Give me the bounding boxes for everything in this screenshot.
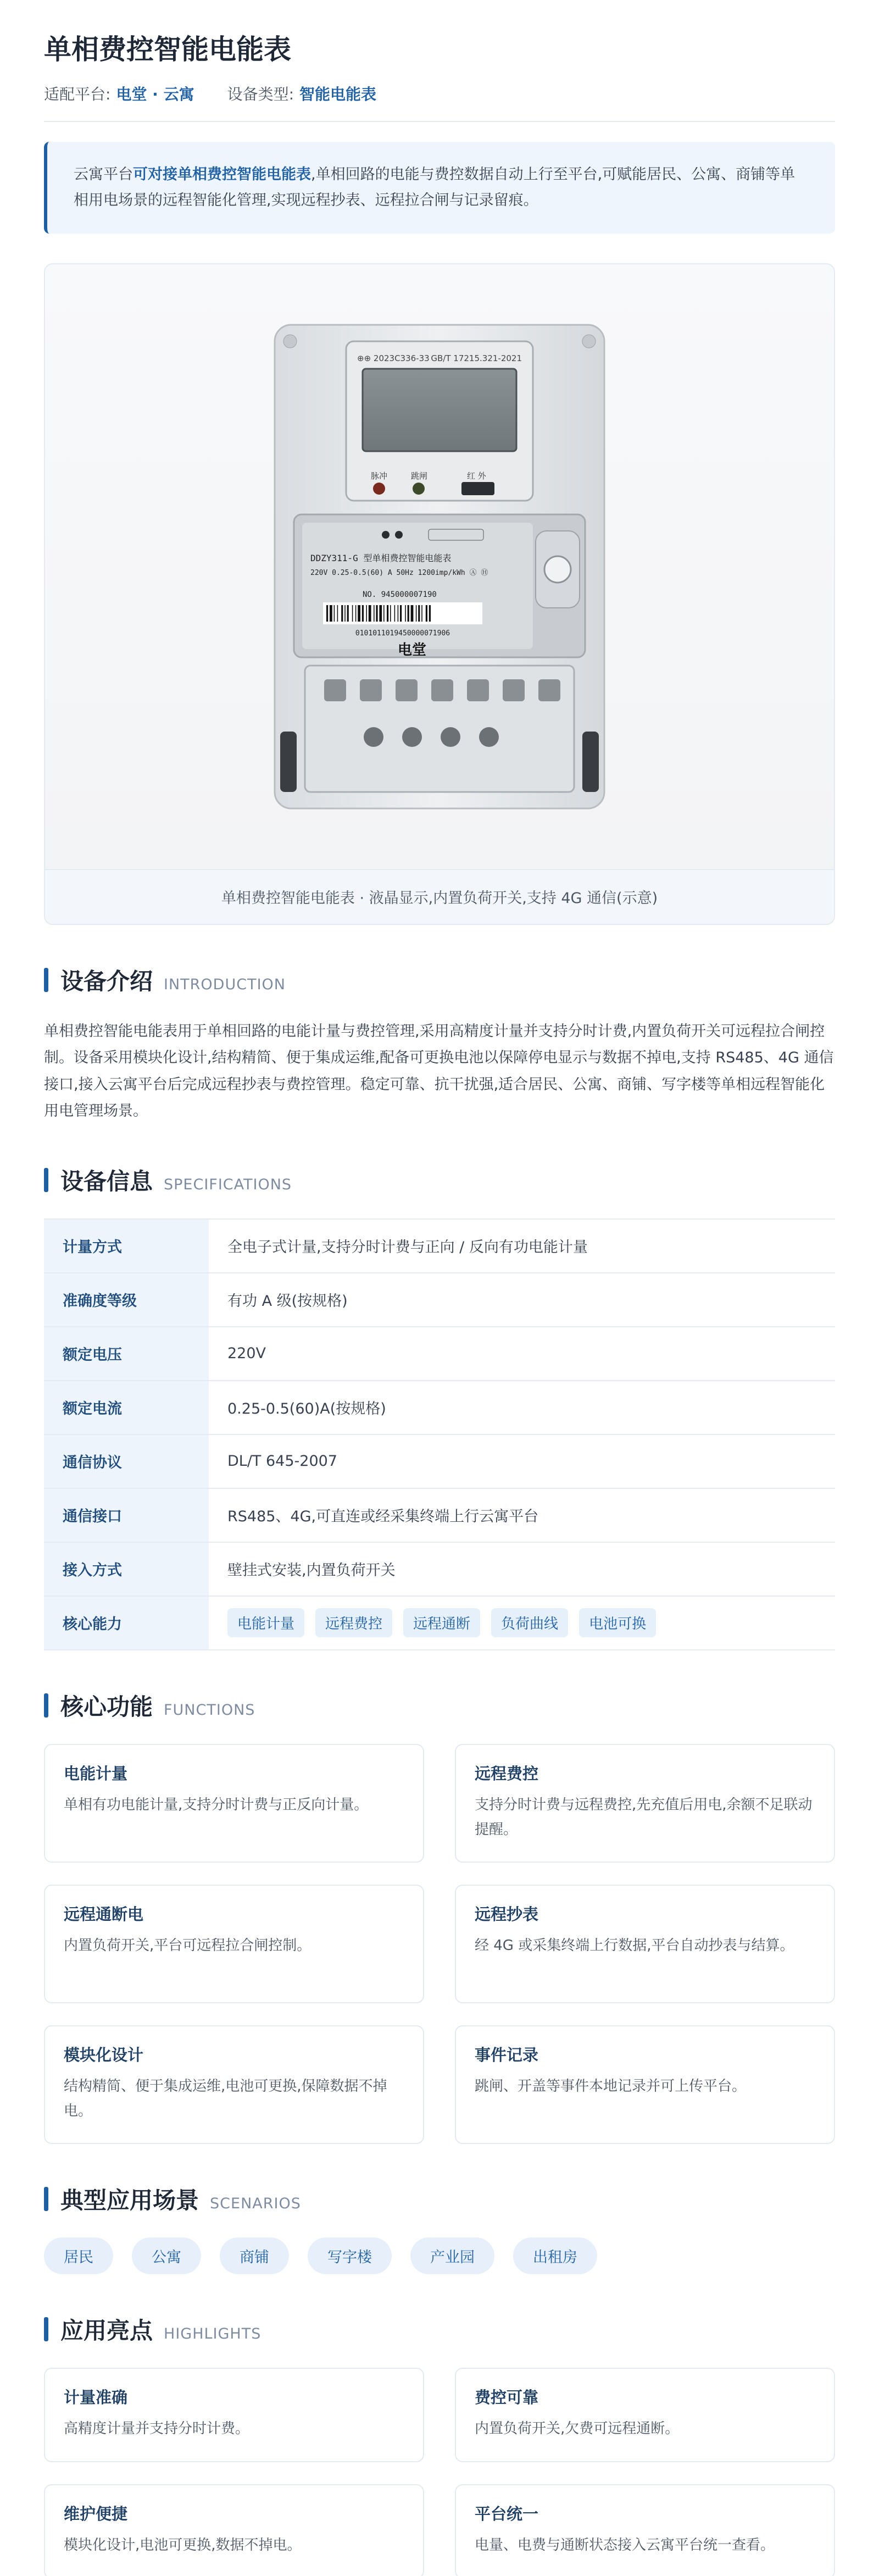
spec-key: 准确度等级 — [44, 1273, 209, 1326]
spec-section-header — [44, 1164, 835, 1196]
barcode-stripe — [394, 605, 396, 622]
indicator-pulse-label: 脉冲 — [371, 470, 388, 481]
capability-tag: 远程费控 — [315, 1608, 392, 1637]
infrared-port-icon — [461, 482, 494, 495]
barcode-stripe — [326, 605, 328, 622]
function-title: 电能计量 — [64, 1764, 128, 1783]
barcode-stripe — [358, 605, 360, 622]
barcode-stripe — [379, 605, 382, 622]
page-title: 单相费控智能电能表 — [44, 34, 291, 65]
spec-row — [44, 1273, 835, 1327]
platform-meta — [44, 82, 194, 104]
function-title: 事件记录 — [475, 2045, 539, 2064]
section-accent-bar — [44, 2187, 48, 2211]
spec-key: 核心能力 — [44, 1597, 209, 1649]
function-desc: 结构精简、便于集成运维,电池可更换,保障数据不掉电。 — [64, 2078, 387, 2120]
note-rest: ,单相回路的电能与费控数据自动上行至平台,可赋能居民、公寓、商铺等单相用电场景的远程智能化管理,实现远程抄表、远程拉合闸与记录留痕。 — [74, 166, 795, 209]
highlights-section-header — [44, 2313, 835, 2346]
meter-model-line: DDZY311-G 型单相费控智能电能表 — [310, 552, 452, 563]
barcode-stripe — [337, 605, 338, 622]
meter-brand: 电堂 — [397, 641, 427, 658]
scenario-pill: 商铺 — [220, 2237, 289, 2274]
seal-knob-icon — [544, 556, 571, 583]
barcode-stripe — [387, 605, 388, 622]
function-card — [44, 1885, 424, 2003]
highlight-card — [44, 2484, 424, 2576]
platform-label: 适配平台: — [44, 85, 111, 103]
highlights-subtitle: HIGHLIGHTS — [164, 2325, 262, 2342]
capability-tag: 电池可换 — [579, 1608, 656, 1637]
highlight-desc: 模块化设计,电池可更换,数据不掉电。 — [64, 2536, 302, 2553]
section-accent-bar — [44, 2317, 48, 2341]
function-title: 远程费控 — [475, 1764, 539, 1783]
intro-note — [44, 142, 835, 234]
trip-led-icon — [413, 483, 425, 495]
barcode-stripe — [341, 605, 343, 622]
type-label: 设备类型: — [227, 85, 294, 103]
spec-row — [44, 1327, 835, 1381]
scenarios-section-header — [44, 2182, 835, 2215]
barcode-stripe — [411, 605, 414, 622]
highlight-desc: 高精度计量并支持分时计费。 — [64, 2420, 250, 2437]
barcode-stripe — [366, 605, 367, 622]
barcode-stripe — [405, 605, 406, 622]
capability-tag: 负荷曲线 — [491, 1608, 568, 1637]
spec-key: 通信接口 — [44, 1489, 209, 1542]
highlight-title: 费控可靠 — [475, 2387, 539, 2407]
spec-value: 有功 A 级(按规格) — [227, 1293, 348, 1310]
spec-key: 接入方式 — [44, 1543, 209, 1596]
barcode-stripe — [390, 605, 391, 622]
highlight-card — [44, 2368, 424, 2462]
highlights-title: 应用亮点 — [60, 2317, 153, 2344]
product-image-card — [44, 263, 835, 925]
product-image — [45, 264, 834, 869]
barcode-stripe — [355, 605, 357, 622]
function-title: 模块化设计 — [64, 2045, 144, 2064]
function-desc: 经 4G 或采集终端上行数据,平台自动抄表与结算。 — [475, 1937, 794, 1954]
scenario-pill: 产业园 — [410, 2237, 494, 2274]
indicator-trip-label: 跳闸 — [411, 470, 428, 481]
barcode-stripe — [429, 605, 431, 622]
function-title: 远程抄表 — [475, 1904, 539, 1924]
electric-meter-illustration — [264, 314, 615, 819]
indicator-ir-label: 红 外 — [467, 470, 486, 481]
barcode-stripe — [374, 605, 375, 622]
spec-value: 全电子式计量,支持分时计费与正向 / 反向有功电能计量 — [227, 1239, 588, 1256]
barcode-stripe — [398, 605, 399, 622]
spec-key: 额定电压 — [44, 1327, 209, 1380]
spec-table — [44, 1218, 835, 1650]
barcode-stripe — [330, 605, 332, 622]
meter-top-left-text: ⊕⊕ 2023C336-33 — [357, 353, 430, 363]
spec-key: 额定电流 — [44, 1381, 209, 1434]
highlights-grid — [44, 2368, 835, 2576]
barcode-stripe — [334, 605, 335, 622]
scenarios-subtitle: SCENARIOS — [210, 2195, 301, 2212]
spec-row-capabilities — [44, 1597, 835, 1650]
spec-row — [44, 1381, 835, 1435]
spec-value: 壁挂式安装,内置负荷开关 — [227, 1562, 396, 1580]
pulse-led-icon — [373, 483, 385, 495]
function-desc: 支持分时计费与远程费控,先充值后用电,余额不足联动提醒。 — [475, 1796, 813, 1838]
barcode-stripe — [347, 605, 349, 622]
spec-row — [44, 1435, 835, 1489]
barcode-stripe — [400, 605, 402, 622]
highlight-card — [455, 2484, 835, 2576]
scenarios-title: 典型应用场景 — [60, 2186, 199, 2214]
barcode-stripe — [352, 605, 353, 622]
intro-title: 设备介绍 — [60, 967, 153, 995]
barcode-stripe — [369, 605, 371, 622]
barcode-stripe — [418, 605, 420, 622]
functions-grid — [44, 1744, 835, 2144]
functions-subtitle: FUNCTIONS — [164, 1701, 255, 1719]
note-highlight: 可对接单相费控智能电能表 — [133, 166, 311, 183]
spec-value: DL/T 645-2007 — [227, 1453, 337, 1470]
scenario-pill: 居民 — [44, 2237, 113, 2274]
meter-top-right-text: GB/T 17215.321-2021 — [431, 353, 522, 363]
function-card — [44, 2025, 424, 2144]
capability-tags — [209, 1597, 835, 1649]
meter-serial-no: NO. 945000007190 — [363, 590, 437, 599]
function-card — [455, 1885, 835, 2003]
platform-value: 电堂 · 云寓 — [116, 85, 194, 103]
barcode-stripe — [421, 605, 422, 622]
highlight-desc: 内置负荷开关,欠费可远程通断。 — [475, 2420, 680, 2437]
barcode-stripe — [383, 605, 385, 622]
spec-key: 通信协议 — [44, 1435, 209, 1488]
function-desc: 单相有功电能计量,支持分时计费与正反向计量。 — [64, 1796, 369, 1813]
highlight-title: 平台统一 — [475, 2504, 539, 2523]
meter-spec-line: 220V 0.25-0.5(60) A 50Hz 1200imp/kWh Ⓐ Ⓗ — [310, 568, 488, 577]
image-caption: 单相费控智能电能表 · 液晶显示,内置负荷开关,支持 4G 通信(示意) — [45, 869, 834, 924]
function-card — [44, 1744, 424, 1863]
spec-row — [44, 1489, 835, 1543]
highlight-desc: 电量、电费与通断状态接入云寓平台统一查看。 — [475, 2536, 775, 2553]
highlight-card — [455, 2368, 835, 2462]
note-prefix: 云寓平台 — [74, 166, 133, 183]
scenario-pill: 公寓 — [132, 2237, 201, 2274]
functions-title: 核心功能 — [60, 1693, 153, 1720]
section-accent-bar — [44, 968, 48, 992]
barcode-stripe — [426, 605, 427, 622]
header-divider — [44, 121, 835, 122]
device-meta — [44, 82, 835, 104]
spec-subtitle: SPECIFICATIONS — [164, 1176, 292, 1193]
spec-key: 计量方式 — [44, 1220, 209, 1272]
spec-row — [44, 1543, 835, 1597]
barcode-number: 0101011019450000071906 — [355, 629, 450, 638]
spec-value: 220V — [227, 1345, 266, 1362]
capability-tag: 电能计量 — [227, 1608, 304, 1637]
intro-section-header — [44, 963, 835, 996]
function-card — [455, 1744, 835, 1863]
function-card — [455, 2025, 835, 2144]
scenario-pill: 写字楼 — [308, 2237, 392, 2274]
spec-value: RS485、4G,可直连或经采集终端上行云寓平台 — [227, 1508, 539, 1526]
spec-title: 设备信息 — [60, 1167, 153, 1195]
barcode-stripe — [344, 605, 346, 622]
function-desc: 跳闸、开盖等事件本地记录并可上传平台。 — [475, 2078, 747, 2095]
function-desc: 内置负荷开关,平台可远程拉合闸控制。 — [64, 1937, 311, 1954]
scenario-pills — [44, 2237, 835, 2274]
barcode — [323, 602, 482, 624]
intro-subtitle: INTRODUCTION — [164, 976, 286, 993]
barcode-stripe — [416, 605, 417, 622]
capability-tag: 远程通断 — [403, 1608, 480, 1637]
barcode-stripe — [376, 605, 377, 622]
type-value: 智能电能表 — [299, 85, 377, 103]
section-accent-bar — [44, 1693, 48, 1718]
lcd-screen — [363, 369, 516, 451]
section-accent-bar — [44, 1168, 48, 1192]
functions-section-header — [44, 1689, 835, 1722]
spec-row — [44, 1220, 835, 1273]
function-title: 远程通断电 — [64, 1904, 144, 1924]
intro-text: 单相费控智能电能表用于单相回路的电能计量与费控管理,采用高精度计量并支持分时计费,内置负荷开关可远程拉合闸控制。设备采用模块化设计,结构精简、便于集成运维,配备可更换电池以保障停电显示与数据不掉电,支持 RS485、4G 通信接口,接入云寓平台后完成远程抄表与费控管理。稳定可靠、抗干扰强,适合居民、公寓、商铺、写字楼等单相远程智能化用电管理场景。 — [44, 1022, 834, 1120]
barcode-stripe — [408, 605, 409, 622]
barcode-stripe — [362, 605, 364, 622]
type-meta — [227, 82, 376, 104]
highlight-title: 计量准确 — [64, 2387, 128, 2407]
highlight-title: 维护便捷 — [64, 2504, 128, 2523]
spec-value: 0.25-0.5(60)A(按规格) — [227, 1400, 386, 1418]
scenario-pill: 出租房 — [513, 2237, 597, 2274]
